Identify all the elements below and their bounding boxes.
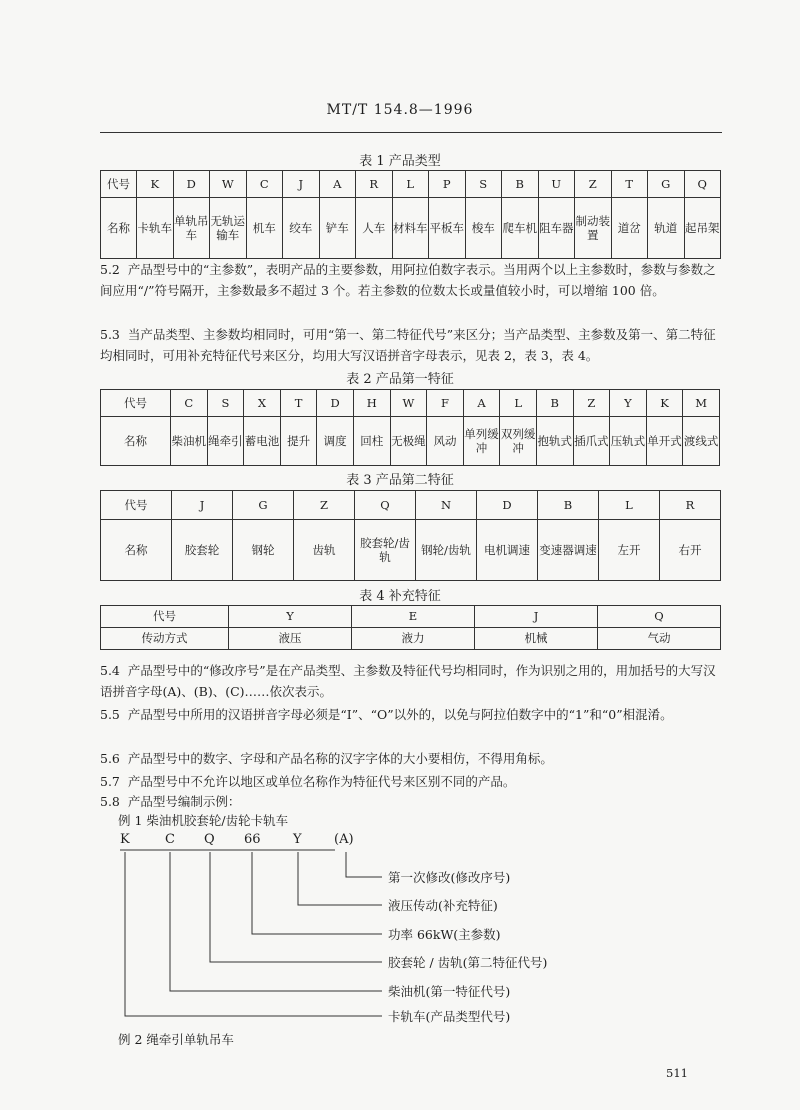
table2-name-cell-12: 插爪式	[573, 417, 610, 466]
table2-name-cell-14: 单开式	[646, 417, 683, 466]
table1-code-cell-15: G	[648, 171, 685, 198]
table2-code-cell-12: Z	[573, 390, 610, 417]
table1-name-cell-12: 阻车器	[538, 198, 575, 259]
table3-code-cell-5: N	[416, 491, 477, 520]
table4-name-header: 传动方式	[101, 628, 229, 650]
paragraph-number: 5.7	[100, 774, 120, 789]
paragraph-number: 5.4	[100, 663, 120, 678]
table1-name-cell-1: 卡轨车	[137, 198, 174, 259]
page-number: 511	[666, 1066, 688, 1080]
table2-code-cell-5: D	[317, 390, 354, 417]
table3-name-cell-7: 变速器调速	[538, 520, 599, 581]
table4-code-cell-2: E	[352, 606, 475, 628]
table2-name-cell-2: 绳牵引	[207, 417, 244, 466]
example2-title: 例 2 绳牵引单轨吊车	[118, 1032, 234, 1047]
table1-name-cell-6: 铲车	[319, 198, 356, 259]
table4-code-header: 代号	[101, 606, 229, 628]
table3-code-cell-9: R	[660, 491, 721, 520]
table1-code-cell-14: T	[611, 171, 648, 198]
table1-code-cell-7: R	[356, 171, 393, 198]
table2-code-cell-15: M	[683, 390, 720, 417]
table1-name-cell-8: 材料车	[392, 198, 429, 259]
table2-name-cell-11: 抱轨式	[536, 417, 573, 466]
label-revision: 第一次修改(修改序号)	[388, 870, 511, 885]
table3-code-cell-8: L	[599, 491, 660, 520]
label-product-type: 卡轨车(产品类型代号)	[388, 1009, 511, 1024]
table2-code-header: 代号	[101, 390, 171, 417]
table1-code-header: 代号	[101, 171, 137, 198]
table4-caption: 表 4 补充特征	[359, 589, 441, 604]
leader-line-second-feature	[210, 852, 382, 962]
paragraph-text: 产品型号编制示例：	[127, 794, 241, 809]
table1-code-cell-3: W	[210, 171, 247, 198]
table3-code-cell-1: J	[172, 491, 233, 520]
table1-code-cell-4: C	[246, 171, 283, 198]
table2-name-cell-7: 无极绳	[390, 417, 427, 466]
table2-code-cell-13: Y	[610, 390, 647, 417]
table2-code-cell-10: L	[500, 390, 537, 417]
table4-code-cell-4: Q	[598, 606, 721, 628]
standard-header: MT/T 154.8—1996	[326, 102, 474, 118]
table3-code-header: 代号	[101, 491, 172, 520]
example1-code-revision: (A)	[334, 832, 354, 847]
table3-name-cell-1: 胶套轮	[172, 520, 233, 581]
table4-name-cell-4: 气动	[598, 628, 721, 650]
table1-name-cell-14: 道岔	[611, 198, 648, 259]
label-second-feature: 胶套轮 / 齿轨(第二特征代号)	[388, 955, 548, 970]
table1-code-cell-6: A	[319, 171, 356, 198]
paragraph-number: 5.5	[100, 707, 120, 722]
table4-name-cell-2: 液力	[352, 628, 475, 650]
table2-code-cell-4: T	[280, 390, 317, 417]
table1-code-cell-5: J	[283, 171, 320, 198]
example1-code-supplementary: Y	[293, 832, 302, 847]
table2-name-cell-10: 双列缓冲	[500, 417, 537, 466]
table1-code-cell-13: Z	[575, 171, 612, 198]
table3-name-header: 名称	[101, 520, 172, 581]
table2-name-cell-15: 渡线式	[683, 417, 720, 466]
table2-code-cell-1: C	[171, 390, 208, 417]
example1-code-main-parameter: 66	[244, 832, 261, 847]
table1-name-cell-15: 轨道	[648, 198, 685, 259]
table1-code-cell-2: D	[173, 171, 210, 198]
table3-code-cell-3: Z	[294, 491, 355, 520]
example1-code-first-feature: C	[165, 832, 175, 847]
label-main-parameter: 功率 66kW(主参数)	[388, 927, 501, 942]
paragraph-text: 当产品类型、主参数均相同时，可用“第一、第二特征代号”来区分；当产品类型、主参数及第一、第二特征均相同时，可用补充特征代号来区分，均用大写汉语拼音字母表示，见表 2，表 3，表 4。	[100, 327, 716, 363]
table2-name-cell-9: 单列缓冲	[463, 417, 500, 466]
example1-code-product-type: K	[120, 832, 130, 847]
table2-name-cell-5: 调度	[317, 417, 354, 466]
table1-code-cell-16: Q	[684, 171, 721, 198]
table2-name-cell-8: 风动	[427, 417, 464, 466]
table3-code-cell-4: Q	[355, 491, 416, 520]
table1-name-cell-10: 梭车	[465, 198, 502, 259]
table2-name-header: 名称	[101, 417, 171, 466]
label-first-feature: 柴油机(第一特征代号)	[388, 984, 511, 999]
table2-name-cell-3: 蓄电池	[244, 417, 281, 466]
example1-title: 例 1 柴油机胶套轮/齿轮卡轨车	[118, 813, 289, 828]
example1-code-second-feature: Q	[204, 832, 215, 847]
paragraph-text: 产品型号中不允许以地区或单位名称作为特征代号来区别不同的产品。	[127, 774, 516, 789]
table1-code-cell-11: B	[502, 171, 539, 198]
table4-name-cell-3: 机械	[475, 628, 598, 650]
paragraph-text: 产品型号中的数字、字母和产品名称的汉字字体的大小要相仿，不得用角标。	[127, 751, 553, 766]
table2-name-cell-13: 压轨式	[610, 417, 647, 466]
table1-name-cell-3: 无轨运输车	[210, 198, 247, 259]
table1-code-cell-1: K	[137, 171, 174, 198]
table3-name-cell-9: 右开	[660, 520, 721, 581]
table1-code-cell-10: S	[465, 171, 502, 198]
table2-code-cell-14: K	[646, 390, 683, 417]
table3-name-cell-6: 电机调速	[477, 520, 538, 581]
leader-line-supplementary	[298, 852, 382, 905]
table2-caption: 表 2 产品第一特征	[346, 372, 454, 387]
table1-name-cell-2: 单轨吊车	[173, 198, 210, 259]
paragraph-text: 产品型号中的“主参数”，表明产品的主要参数，用阿拉伯数字表示。当用两个以上主参数时，参数与参数之间应用“/”符号隔开，主参数最多不超过 3 个。若主参数的位数太长或量值较小时，可以增缩 100 倍。	[100, 262, 716, 298]
table1-name-cell-7: 人车	[356, 198, 393, 259]
table1-name-cell-16: 起吊架	[684, 198, 721, 259]
table1-name-cell-11: 爬车机	[502, 198, 539, 259]
table4-code-cell-3: J	[475, 606, 598, 628]
leader-line-revision	[346, 852, 382, 877]
table1-name-cell-9: 平板车	[429, 198, 466, 259]
table1-caption: 表 1 产品类型	[359, 154, 441, 169]
table1-code-cell-12: U	[538, 171, 575, 198]
table3-name-cell-5: 钢轮/齿轨	[416, 520, 477, 581]
table2-name-cell-4: 提升	[280, 417, 317, 466]
paragraph-number: 5.3	[100, 327, 120, 342]
table2-code-cell-7: W	[390, 390, 427, 417]
table2-code-cell-2: S	[207, 390, 244, 417]
table3-code-cell-7: B	[538, 491, 599, 520]
leader-line-first-feature	[170, 852, 382, 991]
table3-name-cell-4: 胶套轮/齿轨	[355, 520, 416, 581]
table2-code-cell-11: B	[536, 390, 573, 417]
leader-line-main-parameter	[252, 852, 382, 934]
paragraph-text: 产品型号中的“修改序号”是在产品类型、主参数及特征代号均相同时，作为识别之用的，用加括号的大写汉语拼音字母(A)、(B)、(C)……依次表示。	[100, 663, 716, 699]
table2-code-cell-8: F	[427, 390, 464, 417]
table2-code-cell-9: A	[463, 390, 500, 417]
table2-code-cell-3: X	[244, 390, 281, 417]
table1-name-cell-4: 机车	[246, 198, 283, 259]
paragraph-number: 5.2	[100, 262, 120, 277]
table1-name-cell-5: 绞车	[283, 198, 320, 259]
table3-code-cell-2: G	[233, 491, 294, 520]
paragraph-number: 5.8	[100, 794, 120, 809]
table4-code-cell-1: Y	[229, 606, 352, 628]
table2-code-cell-6: H	[353, 390, 390, 417]
paragraph-text: 产品型号中所用的汉语拼音字母必须是“I”、“O”以外的，以免与阿拉伯数字中的“1”和“0”相混淆。	[127, 707, 673, 722]
table3-name-cell-8: 左开	[599, 520, 660, 581]
table3-name-cell-3: 齿轨	[294, 520, 355, 581]
table1-code-cell-9: P	[429, 171, 466, 198]
label-supplementary: 液压传动(补充特征)	[388, 898, 498, 913]
table4-name-cell-1: 液压	[229, 628, 352, 650]
table1-name-header: 名称	[101, 198, 137, 259]
table3-name-cell-2: 钢轮	[233, 520, 294, 581]
paragraph-number: 5.6	[100, 751, 120, 766]
table2-name-cell-6: 回柱	[353, 417, 390, 466]
table3-code-cell-6: D	[477, 491, 538, 520]
table1-name-cell-13: 制动装置	[575, 198, 612, 259]
table1-code-cell-8: L	[392, 171, 429, 198]
table2-name-cell-1: 柴油机	[171, 417, 208, 466]
table3-caption: 表 3 产品第二特征	[346, 473, 454, 488]
